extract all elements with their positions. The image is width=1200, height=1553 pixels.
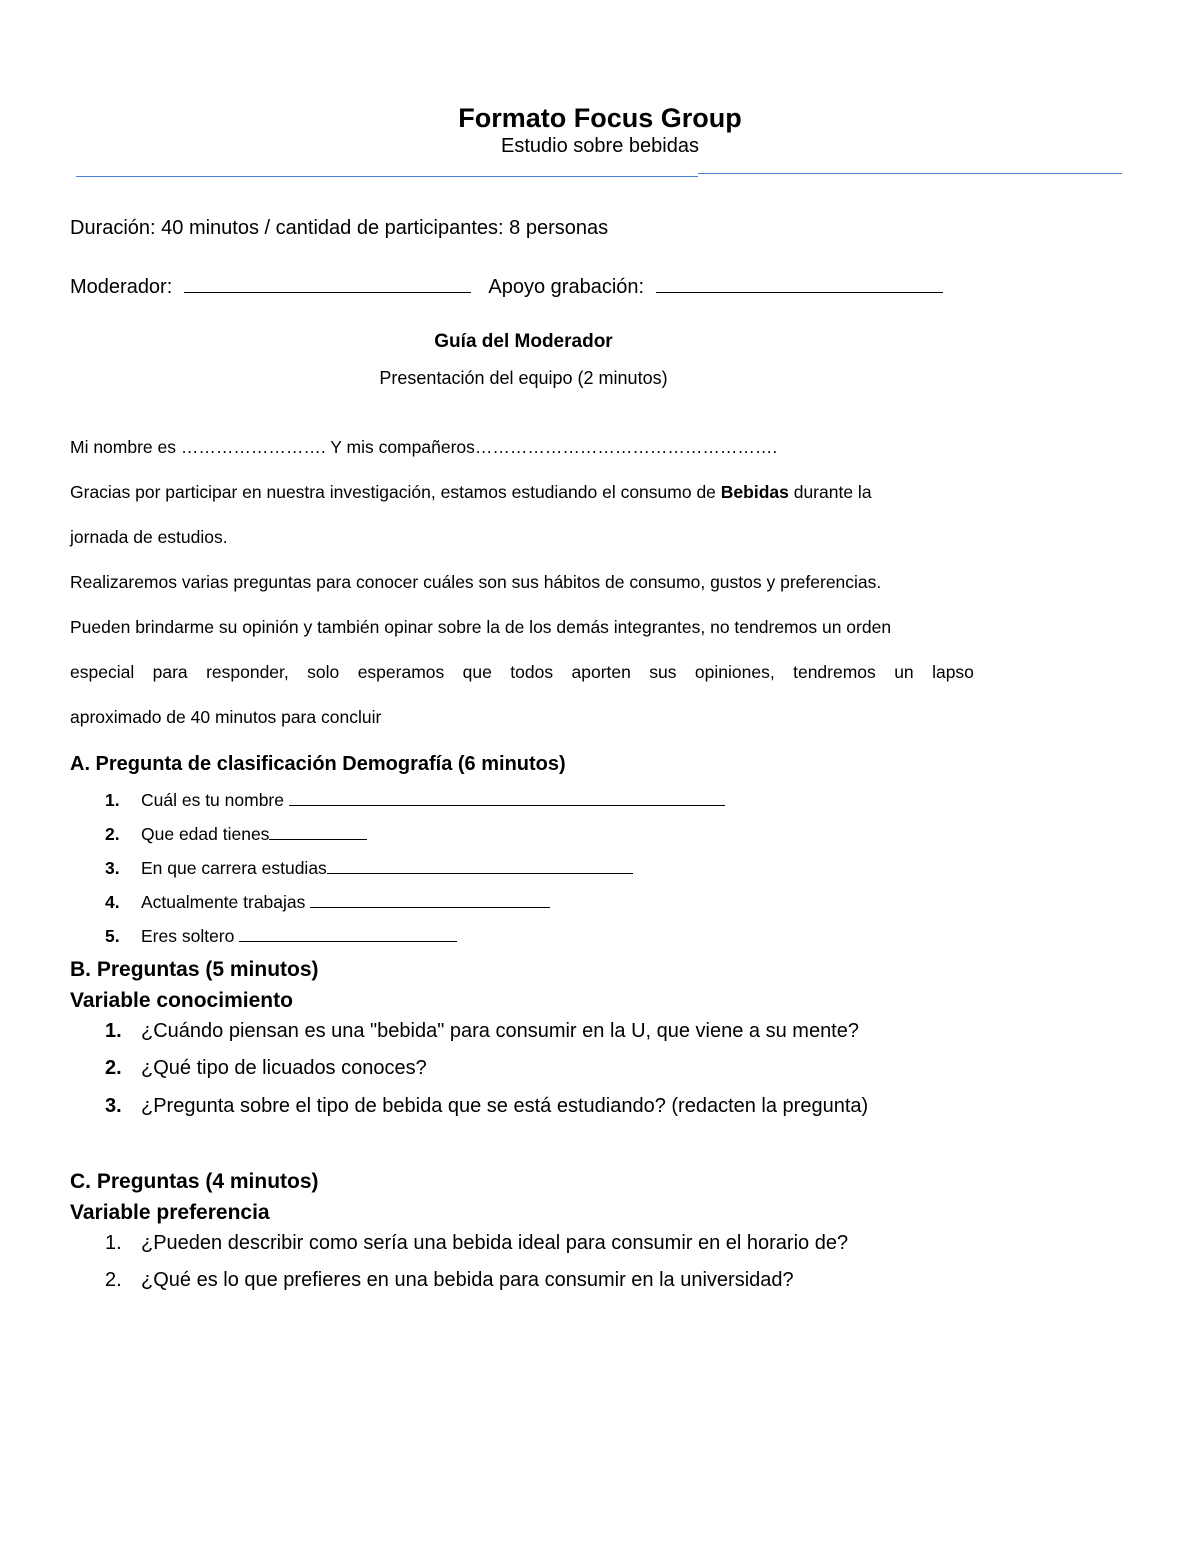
answer-blank [310,891,550,908]
intro-word: opiniones, [694,662,775,682]
intro-line-1: Mi nombre es ……………………. Y mis compañeros……………………………………………. [70,437,778,457]
staff-line [70,274,943,299]
intro-word: sus [649,662,677,682]
intro-word: para [152,662,188,682]
list-item [105,1232,848,1255]
intro-word: tendremos [793,662,876,682]
list-item [105,823,367,845]
list-text: ¿Qué es lo que prefieres en una bebida para consumir en la universidad? [141,1269,794,1291]
intro-line-2-a: Gracias por participar en nuestra investigación, estamos estudiando el consumo de [70,482,721,502]
list-number: 3. [105,1095,122,1117]
list-text: Cuál es tu nombre [141,790,289,810]
list-text: Eres soltero [141,926,240,946]
intro-line-4: Realizaremos varias preguntas para conocer cuáles son sus hábitos de consumo, gustos y preferencias. [70,572,882,592]
list-text: ¿Cuándo piensan es una "bebida" para consumir en la U, que viene a su mente? [141,1020,859,1042]
intro-word: lapso [932,662,974,682]
list-item [105,891,550,913]
document-title: Formato Focus Group [458,103,742,133]
list-number: 1. [105,1232,122,1254]
list-number: 2. [105,1269,122,1291]
section-b-heading: B. Preguntas (5 minutos) [70,958,319,981]
section-c-heading: C. Preguntas (4 minutos) [70,1170,319,1193]
list-text: Actualmente trabajas [141,892,311,912]
list-item [105,1095,868,1118]
list-number: 3. [105,858,120,878]
intro-line-3: jornada de estudios. [70,527,228,547]
list-item [105,1057,427,1080]
list-item [105,789,725,811]
list-item [105,1020,859,1043]
header-divider-left [76,176,698,177]
header-divider-right [698,173,1122,174]
recording-blank [656,274,943,293]
list-number: 5. [105,926,120,946]
answer-blank [239,925,457,942]
list-text: ¿Pregunta sobre el tipo de bebida que se está estudiando? (redacten la pregunta) [141,1095,869,1117]
recording-label: Apoyo grabación: [488,276,645,298]
guide-title: Guía del Moderador [434,331,613,352]
list-item [105,925,457,947]
section-b-variable: Variable conocimiento [70,989,293,1012]
intro-word: responder, [206,662,289,682]
intro-word: que [462,662,492,682]
intro-line-2-b: durante la [788,482,872,502]
intro-line-2-bold: Bebidas [720,482,789,502]
intro-word: especial [70,662,135,682]
document-subtitle: Estudio sobre bebidas [501,135,699,157]
list-number: 2. [105,1057,122,1079]
list-text: Que edad tienes [141,824,270,844]
list-text: ¿Qué tipo de licuados conoces? [141,1057,427,1079]
list-number: 4. [105,892,120,912]
list-text: ¿Pueden describir como sería una bebida ideal para consumir en el horario de? [141,1232,849,1254]
answer-blank [327,857,633,874]
intro-line-2 [70,482,872,503]
list-number: 1. [105,790,120,810]
duration-line: Duración: 40 minutos / cantidad de participantes: 8 personas [70,217,609,239]
intro-word: todos [510,662,554,682]
answer-blank [269,823,367,840]
guide-subtitle: Presentación del equipo (2 minutos) [379,368,668,388]
list-number: 1. [105,1020,122,1042]
moderator-label: Moderador: [70,276,173,298]
list-number: 2. [105,824,120,844]
section-a-heading: A. Pregunta de clasificación Demografía (6 minutos) [70,753,566,775]
list-item [105,857,633,879]
intro-line-5: Pueden brindarme su opinión y también opinar sobre la de los demás integrantes, no tendremos un orden [70,617,892,637]
intro-word: un [894,662,914,682]
intro-word: esperamos [357,662,445,682]
moderator-blank [184,274,471,293]
intro-word: solo [307,662,340,682]
intro-word: aporten [571,662,631,682]
section-c-variable: Variable preferencia [70,1201,270,1224]
list-text: En que carrera estudias [141,858,327,878]
list-item [105,1269,794,1292]
intro-line-6 [70,662,974,683]
intro-line-7: aproximado de 40 minutos para concluir [70,707,382,727]
answer-blank [289,789,725,806]
